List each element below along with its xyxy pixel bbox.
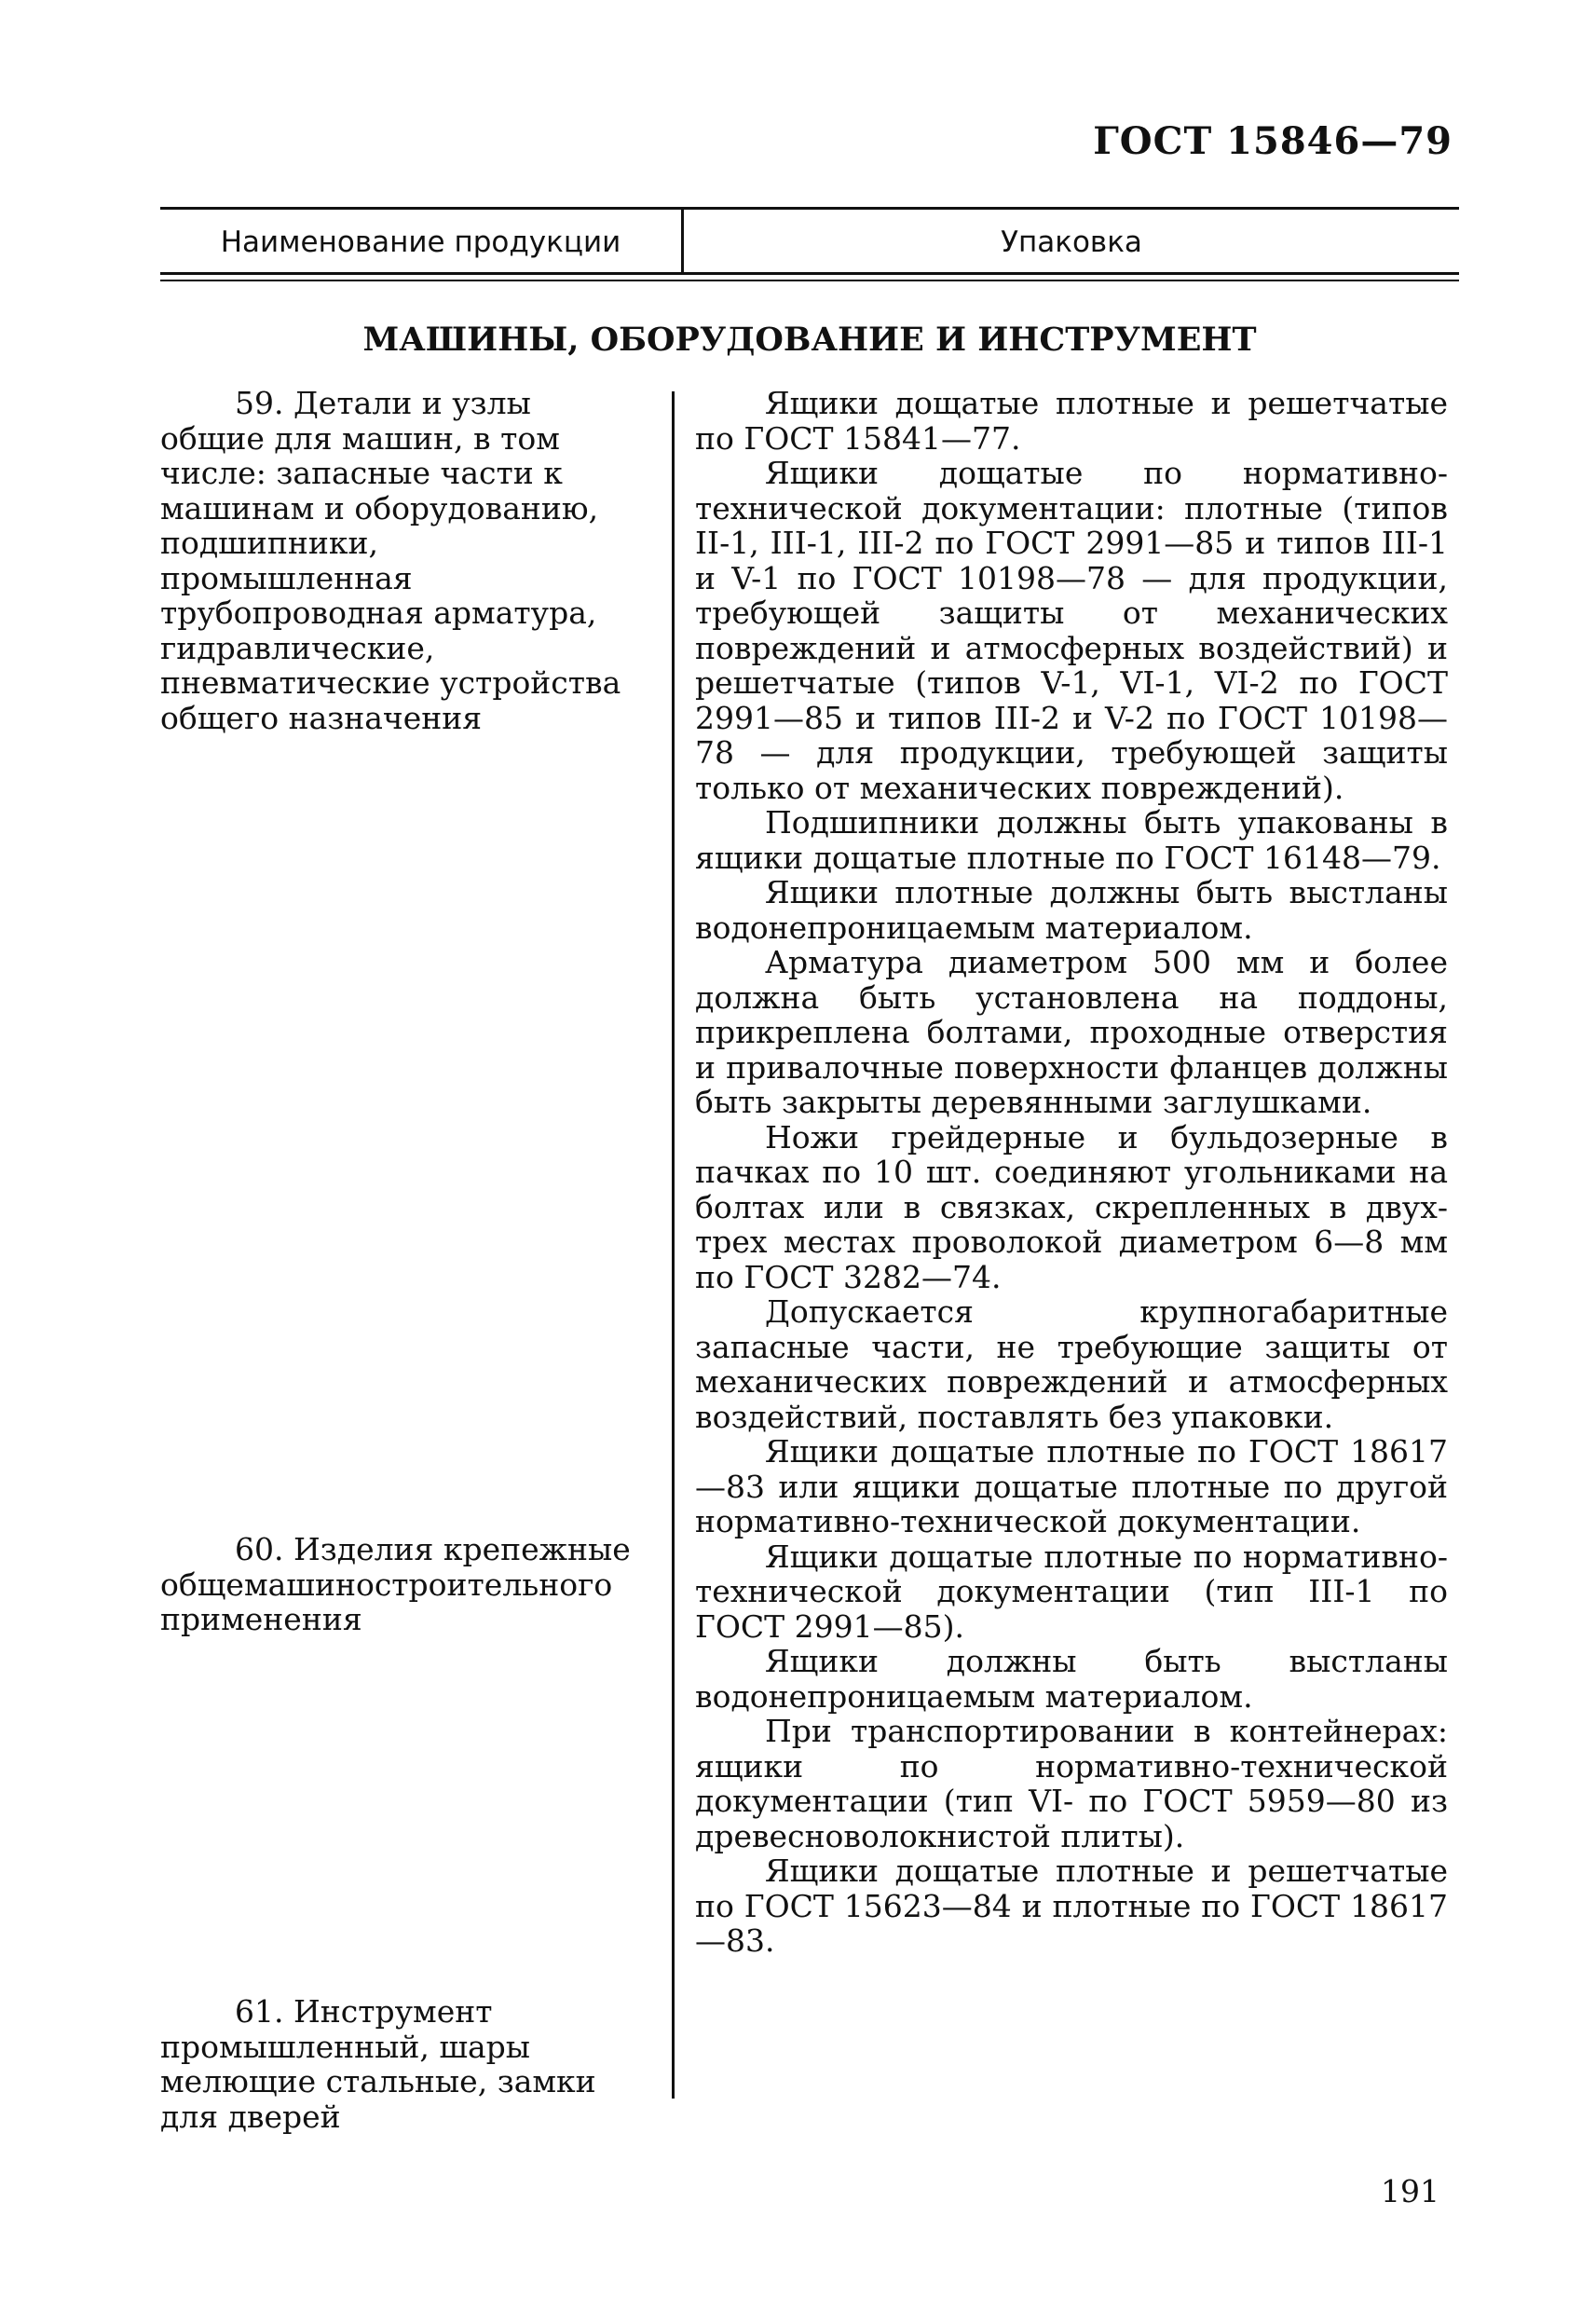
packaging-paragraph: Ящики дощатые плотные и решетчатые по ГОСТ 15841—77. [695,385,1448,457]
body-column-divider [672,391,675,2099]
document-code: ГОСТ 15846—79 [1093,119,1453,163]
column-header-packaging: Упаковка [1001,226,1142,259]
product-item-60 [160,1532,635,1637]
table-top-rule [160,207,1459,210]
packaging-paragraph: Допускается крупногабаритные запасные части, не требующие защиты от механических повреждений и атмосферных воздействий, поставлять без упаковки. [695,1293,1448,1435]
product-text: 60. Изделия крепежные общемашиностроительного применения [160,1531,631,1637]
packaging-column [695,386,1448,1959]
page-number: 191 [1381,2173,1439,2209]
packaging-paragraph: Ящики дощатые по нормативно-технической документации: плотные (типов II-1, III-1, III-2 по ГОСТ 2991—85 и типов III-1 и V-1 по ГОСТ 10198—78 — для продукции, требующей защиты от механических повреждений и атмосферных воздействий) и решетчатые (типов V-1, VI-1, VI-2 по ГОСТ 2991—85 и типов III-2 и V-2 по ГОСТ 10198—78 — для продукции, требующей защиты только от механических повреждений). [695,455,1448,806]
product-text: 61. Инструмент промышленный, шары мелющие стальные, замки для дверей [160,1993,596,2135]
packaging-paragraph: Ящики плотные должны быть выстланы водонепроницаемым материалом. [695,874,1448,946]
product-text: 59. Детали и узлы общие для машин, в том числе: запасные части к машинам и оборудованию, подшипники, промышленная трубопроводная арматура, гидравлические, пневматические устройства общего назначения [160,385,621,736]
packaging-paragraph: Подшипники должны быть упакованы в ящики дощатые плотные по ГОСТ 16148—79. [695,804,1448,876]
section-title: МАШИНЫ, ОБОРУДОВАНИЕ И ИНСТРУМЕНТ [362,321,1257,359]
table-header-rule [160,272,1459,275]
packaging-paragraph: Ящики должны быть выстланы водонепроницаемым материалом. [695,1643,1448,1715]
packaging-paragraph: Арматура диаметром 500 мм и более должна быть установлена на поддоны, прикреплена болтами, проходные отверстия и привалочные поверхности фланцев должны быть закрыты деревянными заглушками. [695,944,1448,1120]
packaging-paragraph: Ящики дощатые плотные и решетчатые по ГОСТ 15623—84 и плотные по ГОСТ 18617—83. [695,1853,1448,1959]
table-header-rule-double [160,280,1459,281]
packaging-paragraph: Ножи грейдерные и бульдозерные в пачках по 10 шт. соединяют угольниками на болтах или в связках, скрепленных в двух-трех местах проволокой диаметром 6—8 мм по ГОСТ 3282—74. [695,1118,1448,1295]
packaging-paragraph: При транспортировании в контейнерах: ящики по нормативно-технической документации (тип VI- по ГОСТ 5959—80 из древесноволокнистой плиты). [695,1713,1448,1854]
packaging-paragraph: Ящики дощатые плотные по ГОСТ 18617—83 или ящики дощатые плотные по другой нормативно-технической документации. [695,1433,1448,1539]
product-item-59 [160,386,635,735]
product-item-61 [160,1994,635,2134]
packaging-paragraph: Ящики дощатые плотные по нормативно-технической документации (тип III-1 по ГОСТ 2991—85). [695,1538,1448,1645]
column-header-product: Наименование продукции [220,226,621,259]
